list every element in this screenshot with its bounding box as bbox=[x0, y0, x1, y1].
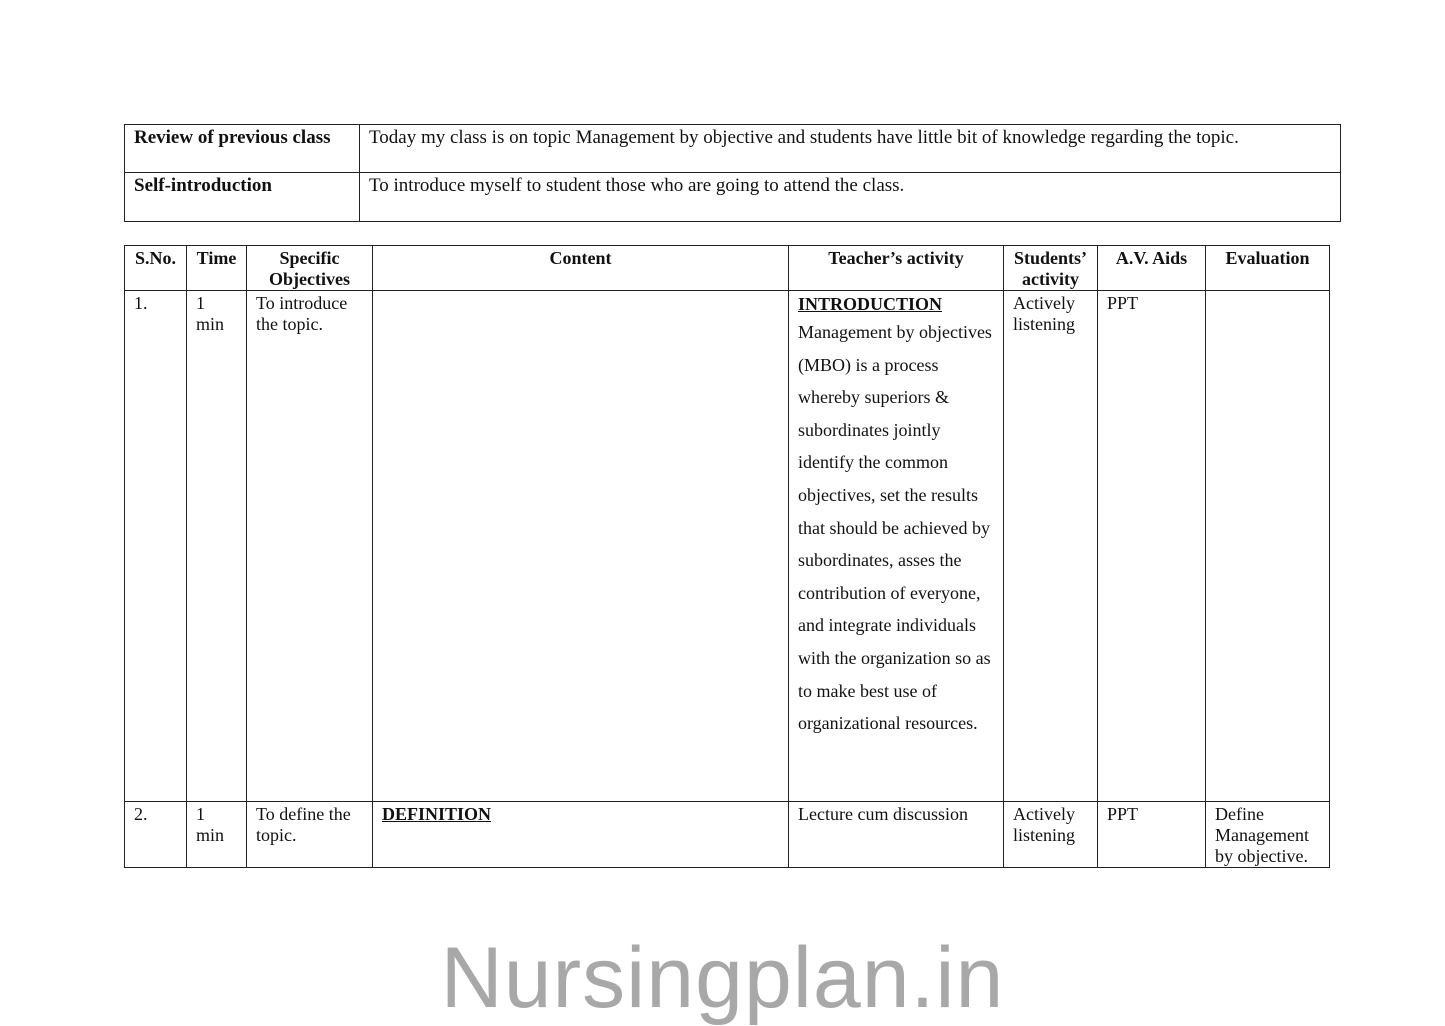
header-teacher-activity: Teacher’s activity bbox=[789, 246, 1004, 291]
header-av-aids: A.V. Aids bbox=[1098, 246, 1206, 291]
row-evaluation bbox=[1206, 291, 1330, 802]
row-time: 1 min bbox=[187, 291, 247, 802]
row-students-activity: Actively listening bbox=[1004, 291, 1098, 802]
header-row bbox=[125, 246, 1330, 291]
lesson-plan-table bbox=[124, 245, 1330, 868]
row-sno: 2. bbox=[125, 802, 187, 868]
self-intro-row bbox=[125, 173, 1341, 222]
row-av-aids: PPT bbox=[1098, 802, 1206, 868]
header-students-activity: Students’ activity bbox=[1004, 246, 1098, 291]
table-row bbox=[125, 802, 1330, 868]
row-teacher-activity bbox=[789, 291, 1004, 802]
row-sno: 1. bbox=[125, 291, 187, 802]
review-text: Today my class is on topic Management by objective and students have little bit of knowledge regarding the topic. bbox=[360, 125, 1341, 173]
teacher-heading: INTRODUCTION bbox=[798, 294, 943, 314]
self-intro-text: To introduce myself to student those who are going to attend the class. bbox=[360, 173, 1341, 222]
review-label: Review of previous class bbox=[125, 125, 360, 173]
header-evaluation: Evaluation bbox=[1206, 246, 1330, 291]
row-content bbox=[373, 291, 789, 802]
header-content: Content bbox=[373, 246, 789, 291]
row-time: 1 min bbox=[187, 802, 247, 868]
header-objectives: Specific Objectives bbox=[247, 246, 373, 291]
row-content bbox=[373, 802, 789, 868]
self-intro-label: Self-introduction bbox=[125, 173, 360, 222]
row-objective: To introduce the topic. bbox=[247, 291, 373, 802]
header-time: Time bbox=[187, 246, 247, 291]
review-row bbox=[125, 125, 1341, 173]
class-info-table bbox=[124, 124, 1341, 222]
row-evaluation: Define Management by objective. bbox=[1206, 802, 1330, 868]
teacher-text: Management by objectives (MBO) is a process whereby superiors & subordinates jointly identify the common objectives, set the results that should be achieved by subordinates, asses the contribution of everyone, and integrate individuals with the organization so as to make best use of organizational resources. bbox=[798, 322, 992, 734]
header-sno: S.No. bbox=[125, 246, 187, 291]
watermark: Nursingplan.in bbox=[440, 930, 1005, 1026]
content-heading: DEFINITION bbox=[382, 804, 492, 824]
row-teacher-activity: Lecture cum discussion bbox=[789, 802, 1004, 868]
row-av-aids: PPT bbox=[1098, 291, 1206, 802]
table-row bbox=[125, 291, 1330, 802]
row-students-activity: Actively listening bbox=[1004, 802, 1098, 868]
row-objective: To define the topic. bbox=[247, 802, 373, 868]
